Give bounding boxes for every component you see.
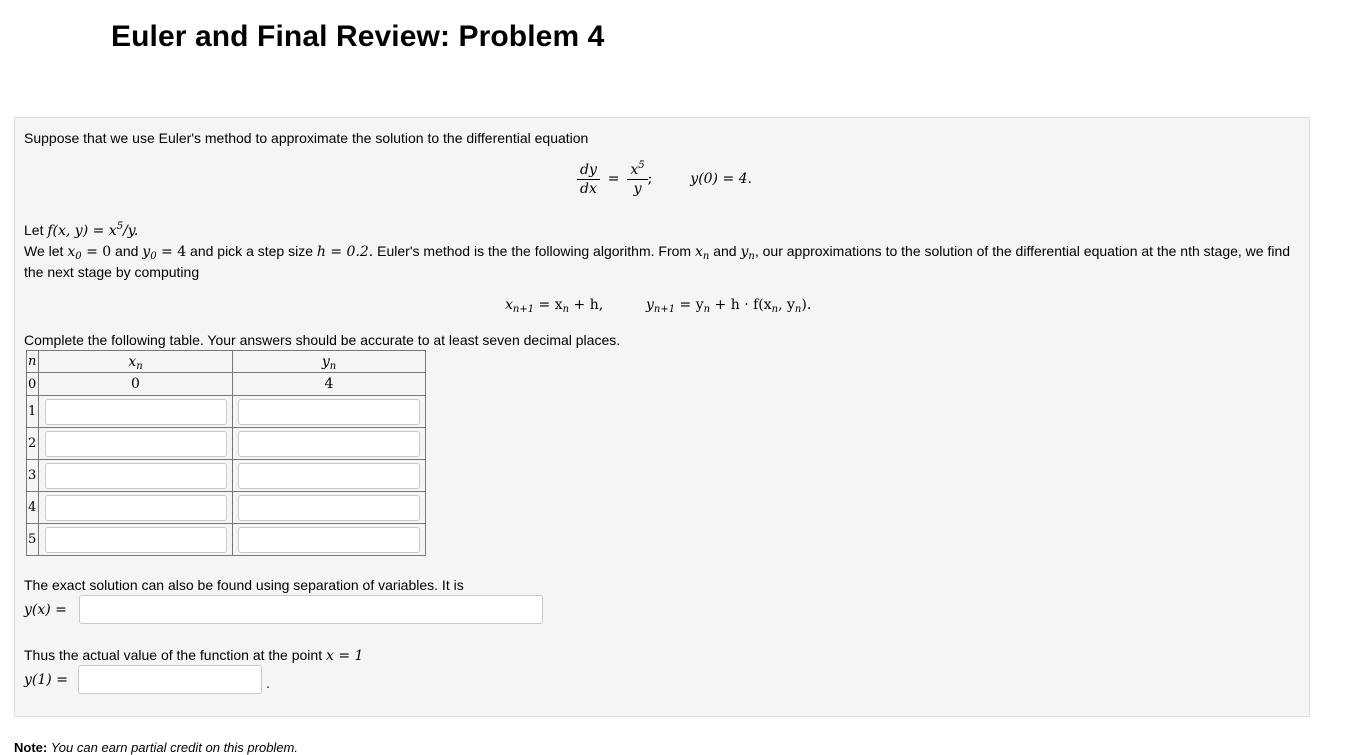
table-row bbox=[27, 428, 426, 460]
table-instruction: Complete the following table. Your answers should be accurate to at least seven decimal places. bbox=[24, 332, 621, 348]
x2-input[interactable] bbox=[45, 431, 227, 457]
header-n: n bbox=[27, 351, 39, 373]
x3-input[interactable] bbox=[45, 463, 227, 489]
row-n: 4 bbox=[27, 492, 39, 524]
table-row bbox=[27, 460, 426, 492]
actual-value-input[interactable] bbox=[78, 665, 262, 694]
row-n: 3 bbox=[27, 460, 39, 492]
euler-description: We let $x_0 = 0$ and $y_0 = 4$ and pick a step size h = 0.2. Euler's method is the the following algorithm. From $x_n$ and $y_n$, our approximations to the solution of the differential equation at the nth stage, we find the next stage by computing bbox=[24, 243, 1291, 280]
recurrence-y: $y_{n+1} = y_n + h \cdot f(x_n$, $y_n$). bbox=[646, 297, 812, 315]
exact-solution-text: The exact solution can also be found using separation of variables. It is bbox=[24, 577, 464, 593]
actual-value-label: y(1) = bbox=[24, 672, 68, 688]
table-row bbox=[27, 373, 426, 396]
header-yn: $y_n$ bbox=[233, 351, 426, 373]
rhs-fraction: $\frac{x^5}{y}$ bbox=[627, 162, 647, 197]
header-xn: $x_n$ bbox=[39, 351, 233, 373]
differential-equation: $\frac{dy}{dx}$ = $\frac{x^5}{y}$ ; y(0) = 4. bbox=[577, 162, 752, 197]
table-header-row bbox=[27, 351, 426, 373]
y4-input[interactable] bbox=[238, 495, 420, 521]
row-n: 0 bbox=[27, 373, 39, 396]
table-row bbox=[27, 524, 426, 556]
x4-input[interactable] bbox=[45, 495, 227, 521]
problem-panel bbox=[14, 117, 1310, 717]
actual-value-text: Thus the actual value of the function at the point x = 1 bbox=[24, 647, 364, 664]
page-title: Euler and Final Review: Problem 4 bbox=[111, 20, 605, 53]
x0-value: 0 bbox=[39, 373, 233, 396]
row-n: 2 bbox=[27, 428, 39, 460]
recurrence-x: $x_{n+1} = x_n + h$, bbox=[505, 297, 604, 315]
euler-table bbox=[26, 350, 426, 556]
table-row bbox=[27, 396, 426, 428]
partial-credit-note: Note: You can earn partial credit on this problem. bbox=[14, 740, 298, 755]
y5-input[interactable] bbox=[238, 527, 420, 553]
exact-solution-input[interactable] bbox=[79, 595, 543, 624]
x1-input[interactable] bbox=[45, 399, 227, 425]
y1-input[interactable] bbox=[238, 399, 420, 425]
y0-value: 4 bbox=[233, 373, 426, 396]
initial-condition: y(0) = 4. bbox=[690, 171, 753, 188]
row-n: 1 bbox=[27, 396, 39, 428]
y2-input[interactable] bbox=[238, 431, 420, 457]
exact-solution-label: y(x) = bbox=[24, 602, 67, 618]
intro-text: Suppose that we use Euler's method to approximate the solution to the differential equation bbox=[24, 130, 589, 146]
row-n: 5 bbox=[27, 524, 39, 556]
actual-value-period: . bbox=[266, 675, 270, 691]
derivative-fraction: $\frac{dy}{dx}$ bbox=[577, 162, 600, 197]
x5-input[interactable] bbox=[45, 527, 227, 553]
let-f-line: Let f(x, $y) = x^5/y$. bbox=[24, 221, 139, 239]
table-row bbox=[27, 492, 426, 524]
y3-input[interactable] bbox=[238, 463, 420, 489]
